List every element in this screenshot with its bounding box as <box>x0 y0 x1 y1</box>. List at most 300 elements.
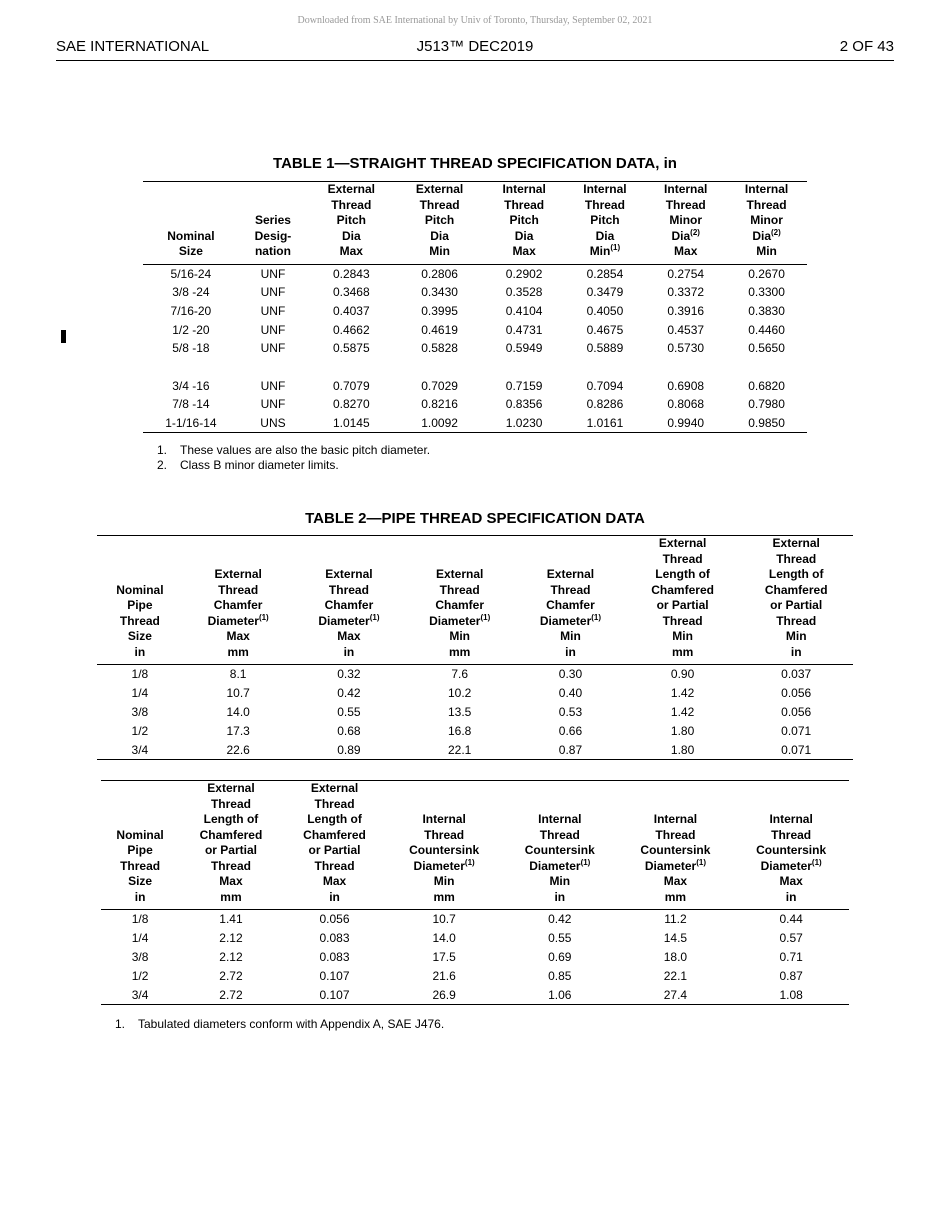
header-line: Nominal <box>167 228 215 243</box>
header-line: in <box>343 644 355 659</box>
column-header <box>739 536 853 665</box>
footnote-ref: (1) <box>369 612 380 622</box>
footnote-ref: (1) <box>591 612 602 622</box>
header-line: External <box>310 781 359 795</box>
table-cell: 0.66 <box>558 723 583 738</box>
header-line: Thread <box>120 858 161 873</box>
table-cell: 0.7094 <box>586 378 624 393</box>
header-line: Thread <box>655 827 696 842</box>
table-cell: 0.4037 <box>332 303 370 318</box>
table-row <box>101 948 849 967</box>
table-cell: 0.3372 <box>667 285 705 300</box>
header-line: Thread <box>314 796 355 811</box>
page-header <box>56 38 894 61</box>
header-line: Thread <box>539 827 580 842</box>
table-cell: 0.071 <box>781 723 812 738</box>
column-header <box>726 182 807 265</box>
table-row <box>143 283 807 302</box>
table-cell: 22.1 <box>663 968 688 983</box>
header-line: Thread <box>419 197 460 212</box>
table-cell: 0.3528 <box>505 285 543 300</box>
table-cell: 0.5650 <box>748 341 785 356</box>
header-line: Thread <box>504 197 545 212</box>
footnote-ref: (1) <box>811 857 822 867</box>
table-cell: 1/4 <box>131 686 149 701</box>
straight-thread-table <box>143 181 807 433</box>
table-row <box>101 929 849 948</box>
column-header <box>143 182 239 265</box>
table-cell: 0.53 <box>558 704 583 719</box>
table-cell: 0.30 <box>558 667 583 682</box>
header-line: in <box>329 889 340 904</box>
table2-footnote-1 <box>115 1017 444 1031</box>
table-row <box>143 264 807 283</box>
table-cell: 0.107 <box>283 985 387 1004</box>
footnote-ref: (1) <box>258 612 269 622</box>
table-cell: UNF <box>260 378 286 393</box>
column-header <box>618 781 734 910</box>
table-cell: 7/8 -14 <box>172 397 210 412</box>
column-header <box>645 182 726 265</box>
header-line: Length of <box>655 567 710 581</box>
table-cell: 1.42 <box>670 704 695 719</box>
table-cell: 14.0 <box>432 931 456 946</box>
header-line: Chamfer <box>546 598 595 612</box>
header-line: Max <box>339 244 363 258</box>
table-cell: 0.5889 <box>586 341 624 356</box>
table-cell: 1.80 <box>626 740 740 759</box>
column-header <box>404 536 515 665</box>
table-cell: 0.4104 <box>505 303 543 318</box>
table-cell: 14.5 <box>663 931 688 946</box>
footnote-ref: (2) <box>771 227 781 237</box>
header-line: Thread <box>331 197 372 212</box>
table-cell: UNF <box>260 397 286 412</box>
table-cell: 0.85 <box>548 968 572 983</box>
footnote-ref: (1) <box>696 857 706 867</box>
table-cell: 1.0092 <box>395 414 483 433</box>
header-line: Internal <box>744 182 789 196</box>
table-cell: 0.5949 <box>505 341 543 356</box>
table-cell: 5/16-24 <box>170 266 212 281</box>
header-line: mm <box>664 889 687 904</box>
header-line: Minor <box>669 213 703 227</box>
table-cell: 3/4 <box>101 985 179 1004</box>
header-line: Thread <box>218 582 259 597</box>
table-row <box>97 740 853 759</box>
header-line: Size <box>127 629 152 643</box>
header-line: Thread <box>662 613 703 628</box>
table-cell: 0.90 <box>670 667 695 682</box>
table-cell: UNF <box>260 285 286 300</box>
table-cell: 3/8 -24 <box>172 285 210 300</box>
header-line: Dia <box>752 228 771 243</box>
header-line: Thread <box>424 827 465 842</box>
header-line: Thread <box>210 858 251 873</box>
header-line: Thread <box>662 551 703 566</box>
table-cell: 1/4 <box>131 931 149 946</box>
column-header <box>515 536 626 665</box>
header-line: Pitch <box>424 213 455 227</box>
table-cell: 26.9 <box>386 985 502 1004</box>
header-line: or Partial <box>308 843 361 857</box>
column-header <box>484 182 565 265</box>
header-line: Length of <box>307 812 362 826</box>
header-line: Max <box>663 874 688 888</box>
header-line: in <box>134 889 146 904</box>
header-line: mm <box>671 644 694 659</box>
table1-footnote-1 <box>157 443 430 457</box>
header-line: Min <box>449 629 471 643</box>
table-cell: 0.2854 <box>586 266 624 281</box>
pipe-thread-table-part2 <box>101 780 849 1005</box>
header-line: Diameter <box>207 613 259 628</box>
header-line: Desig- <box>254 228 292 243</box>
table2-title: TABLE 2—PIPE THREAD SPECIFICATION DATA <box>305 510 645 527</box>
table1-footnote-2 <box>157 458 339 472</box>
table-cell: 0.083 <box>319 931 350 946</box>
table-cell: UNF <box>260 266 286 281</box>
header-line: Dia <box>595 228 615 243</box>
table-row <box>143 320 807 339</box>
table-cell: 16.8 <box>448 723 472 738</box>
header-line: Internal <box>422 812 466 826</box>
header-line: in <box>554 889 566 904</box>
header-line: Nominal <box>116 582 164 597</box>
header-line: mm <box>227 644 249 659</box>
footnote-text: These values are also the basic pitch diameter. <box>180 443 431 457</box>
table-cell: 0.056 <box>319 912 350 927</box>
header-line: Max <box>779 874 803 888</box>
header-line: Min <box>672 629 693 643</box>
table-cell: 0.8216 <box>421 397 458 412</box>
header-line: Thread <box>314 858 355 873</box>
table-cell: 1.08 <box>733 985 849 1004</box>
header-line: Thread <box>584 197 625 212</box>
table-cell: 0.9940 <box>645 414 726 433</box>
header-line: Diameter <box>529 858 581 873</box>
table-cell: 1.42 <box>670 686 695 701</box>
header-line: Countersink <box>524 843 595 857</box>
header-line: Thread <box>328 582 369 597</box>
table-cell: 0.6908 <box>667 378 705 393</box>
table-cell: UNS <box>239 414 307 433</box>
header-line: Chamfered <box>199 827 263 842</box>
table-row <box>101 966 849 985</box>
table-cell: 7/16-20 <box>170 303 212 318</box>
table-cell: 10.2 <box>448 686 472 701</box>
table-cell: 0.071 <box>739 740 853 759</box>
column-header <box>101 781 179 910</box>
table-cell: 0.3995 <box>421 303 458 318</box>
header-line: Max <box>337 629 361 643</box>
table-cell: 8.1 <box>229 667 247 682</box>
footnote-number: 1. <box>157 443 168 457</box>
header-line: in <box>134 644 146 659</box>
table-cell: 11.2 <box>664 912 687 927</box>
header-line: Thread <box>776 613 817 628</box>
header-line: Dia <box>430 228 449 243</box>
header-line: Internal <box>664 182 708 196</box>
header-line: mm <box>433 889 455 904</box>
table1-title: TABLE 1—STRAIGHT THREAD SPECIFICATION DATA, in <box>273 155 677 172</box>
table-cell: 1.80 <box>670 723 695 738</box>
table-row <box>97 665 853 684</box>
table-cell: 0.9850 <box>726 414 807 433</box>
header-line: Pitch <box>509 213 539 227</box>
header-line: Thread <box>776 551 817 566</box>
table-cell: 0.8068 <box>667 397 705 412</box>
table-cell: 0.55 <box>548 931 572 946</box>
header-line: Min <box>589 244 611 258</box>
header-line: Max <box>674 244 698 258</box>
table-cell: 0.87 <box>515 740 626 759</box>
table-cell: 1-1/16-14 <box>143 414 239 433</box>
header-page-number: 2 OF 43 <box>839 38 894 55</box>
table-cell: 1.41 <box>219 912 243 927</box>
header-line: mm <box>449 644 471 659</box>
table-cell: 0.32 <box>337 667 361 682</box>
header-line: Chamfered <box>303 827 366 842</box>
table-row <box>101 910 849 929</box>
header-line: Pipe <box>127 843 153 857</box>
table-row <box>143 339 807 358</box>
footnote-ref: (1) <box>610 243 621 252</box>
table-cell: 0.4537 <box>667 322 705 337</box>
change-bar <box>61 330 66 343</box>
table-cell: 1/2 -20 <box>172 322 210 337</box>
header-line: Min <box>785 629 807 643</box>
header-line: Countersink <box>640 843 711 857</box>
header-line: Max <box>512 244 536 258</box>
table-cell: 2.72 <box>219 968 243 983</box>
table-row <box>143 376 807 395</box>
table-cell: 2.12 <box>219 931 243 946</box>
header-line: Dia <box>671 228 691 243</box>
table-cell: 0.8286 <box>586 397 624 412</box>
footnote-ref: (1) <box>464 857 475 867</box>
table-cell: 21.6 <box>432 968 456 983</box>
header-line: Max <box>322 874 347 888</box>
table-cell: 1/2 <box>131 723 149 738</box>
header-line: Chamfered <box>651 582 714 597</box>
header-line: Min <box>560 629 581 643</box>
table-cell: 0.7980 <box>748 397 785 412</box>
table-cell: 0.7159 <box>505 378 543 393</box>
table-cell: 1.06 <box>502 985 618 1004</box>
table-cell: 14.0 <box>226 704 250 719</box>
table-cell: UNF <box>260 322 286 337</box>
table-cell: UNF <box>260 303 286 318</box>
table-cell: 0.5828 <box>421 341 458 356</box>
download-note: Downloaded from SAE International by Univ of Toronto, Thursday, September 02, 2021 <box>297 15 653 26</box>
column-header <box>179 781 283 910</box>
table-row <box>143 414 807 433</box>
header-line: in <box>790 644 802 659</box>
header-line: Internal <box>502 182 546 196</box>
table-cell: 0.4731 <box>505 322 543 337</box>
table-cell: 10.7 <box>226 686 250 701</box>
header-line: Chamfer <box>213 598 263 612</box>
header-line: mm <box>220 889 242 904</box>
column-header <box>283 781 387 910</box>
header-line: External <box>214 567 262 581</box>
table-cell: 0.8270 <box>332 397 370 412</box>
header-line: External <box>415 182 464 196</box>
header-line: Diameter <box>413 858 465 873</box>
header-line: Internal <box>538 812 582 826</box>
header-line: Chamfered <box>764 582 828 597</box>
table-cell: 1.0145 <box>307 414 395 433</box>
table-cell: 0.037 <box>781 667 812 682</box>
column-header <box>97 536 183 665</box>
header-line: Diameter <box>318 613 370 628</box>
table-cell: 0.7079 <box>332 378 370 393</box>
table-cell: 27.4 <box>618 985 734 1004</box>
table-cell: 0.5875 <box>332 341 370 356</box>
table-cell: 0.083 <box>319 949 350 964</box>
header-line: Min <box>433 874 455 888</box>
footnote-ref: (1) <box>580 857 591 867</box>
table-cell: 0.7029 <box>421 378 458 393</box>
table-cell: 0.55 <box>337 704 361 719</box>
table-cell: 2.12 <box>219 949 243 964</box>
header-line: External <box>207 781 255 795</box>
table-cell: 0.3300 <box>748 285 785 300</box>
table-cell: 0.3479 <box>586 285 624 300</box>
table-cell: 0.89 <box>294 740 405 759</box>
table-cell: 0.2843 <box>332 266 370 281</box>
footnote-text: Class B minor diameter limits. <box>180 458 339 472</box>
table-cell: 3/8 <box>131 949 149 964</box>
header-line: Min <box>549 874 571 888</box>
header-line: Countersink <box>756 843 827 857</box>
table-cell: 3/4 -16 <box>172 378 210 393</box>
table-cell: 2.72 <box>179 985 283 1004</box>
column-header <box>183 536 294 665</box>
table-cell: 0.40 <box>558 686 583 701</box>
table-cell: 0.3430 <box>421 285 458 300</box>
header-line: Internal <box>653 812 698 826</box>
table-row <box>97 703 853 722</box>
header-line: Internal <box>583 182 627 196</box>
header-line: Thread <box>665 197 706 212</box>
header-line: Thread <box>771 827 812 842</box>
table-row <box>143 302 807 321</box>
header-line: Min <box>429 244 450 258</box>
header-line: Chamfer <box>435 598 485 612</box>
table-cell: 0.68 <box>337 723 361 738</box>
header-line: Thread <box>746 197 787 212</box>
header-line: or Partial <box>770 598 823 612</box>
header-line: Chamfer <box>324 598 374 612</box>
table-row <box>143 395 807 414</box>
table-cell: 0.3916 <box>667 303 705 318</box>
header-line: Thread <box>550 582 591 597</box>
table-cell: 0.42 <box>337 686 361 701</box>
header-line: External <box>772 536 820 550</box>
table-cell: 1/8 <box>131 912 149 927</box>
table-cell: 0.4675 <box>586 322 624 337</box>
pipe-thread-table-part1 <box>97 535 853 760</box>
column-header <box>386 781 502 910</box>
column-header <box>239 182 307 265</box>
column-header <box>502 781 618 910</box>
table-cell: 0.4662 <box>332 322 370 337</box>
header-line: External <box>325 567 373 581</box>
header-line: Thread <box>119 613 160 628</box>
header-line: Minor <box>750 213 783 227</box>
table-cell: UNF <box>260 341 286 356</box>
footnote-ref: (2) <box>690 227 700 237</box>
table-cell: 3/8 <box>131 704 149 719</box>
table-cell: 13.5 <box>448 704 472 719</box>
column-header <box>294 536 405 665</box>
table-cell: 0.4050 <box>586 303 624 318</box>
table-cell: 0.8356 <box>505 397 543 412</box>
footnote-ref: (1) <box>480 612 491 622</box>
column-header <box>565 182 646 265</box>
header-line: External <box>546 567 595 581</box>
table-cell: 10.7 <box>432 912 456 927</box>
table-cell: 0.2670 <box>748 266 785 281</box>
header-doc-id: J513™ DEC2019 <box>416 38 534 55</box>
column-header <box>733 781 849 910</box>
header-line: Nominal <box>116 827 164 842</box>
table-row <box>97 684 853 703</box>
table-cell: 0.3468 <box>332 285 370 300</box>
table-row <box>101 985 849 1004</box>
header-line: nation <box>254 244 291 258</box>
table-cell: 17.5 <box>432 949 456 964</box>
header-line: Max <box>226 629 250 643</box>
table-cell: 7.6 <box>451 667 469 682</box>
header-line: Min <box>756 244 777 258</box>
column-header <box>395 182 483 265</box>
table-cell: 0.42 <box>548 912 572 927</box>
header-line: Size <box>128 874 153 888</box>
header-line: Diameter <box>760 858 812 873</box>
column-header <box>626 536 740 665</box>
table-cell: 5/8 -18 <box>172 341 210 356</box>
column-header <box>307 182 395 265</box>
header-line: Diameter <box>644 858 697 873</box>
table-cell: 17.3 <box>226 723 250 738</box>
header-line: Length of <box>203 812 259 826</box>
header-line: Pipe <box>127 598 153 612</box>
table-cell: 0.2754 <box>667 266 705 281</box>
table-row <box>97 721 853 740</box>
header-line: Internal <box>769 812 813 826</box>
table-cell: 0.71 <box>779 949 803 964</box>
header-line: Series <box>254 213 291 227</box>
header-line: Diameter <box>539 613 592 628</box>
header-line: Thread <box>439 582 480 597</box>
header-line: in <box>565 644 576 659</box>
header-line: Diameter <box>429 613 481 628</box>
header-line: Max <box>219 874 243 888</box>
table-cell: 0.3830 <box>748 303 785 318</box>
table-cell: 0.69 <box>548 949 572 964</box>
header-line: Thread <box>210 796 251 811</box>
table-cell: 0.5730 <box>667 341 705 356</box>
table-cell: 0.107 <box>319 968 350 983</box>
table-cell: 0.2902 <box>505 266 543 281</box>
table-cell: 0.87 <box>779 968 803 983</box>
footnote-number: 2. <box>157 458 168 472</box>
header-line: Countersink <box>409 843 480 857</box>
header-line: or Partial <box>656 598 709 612</box>
